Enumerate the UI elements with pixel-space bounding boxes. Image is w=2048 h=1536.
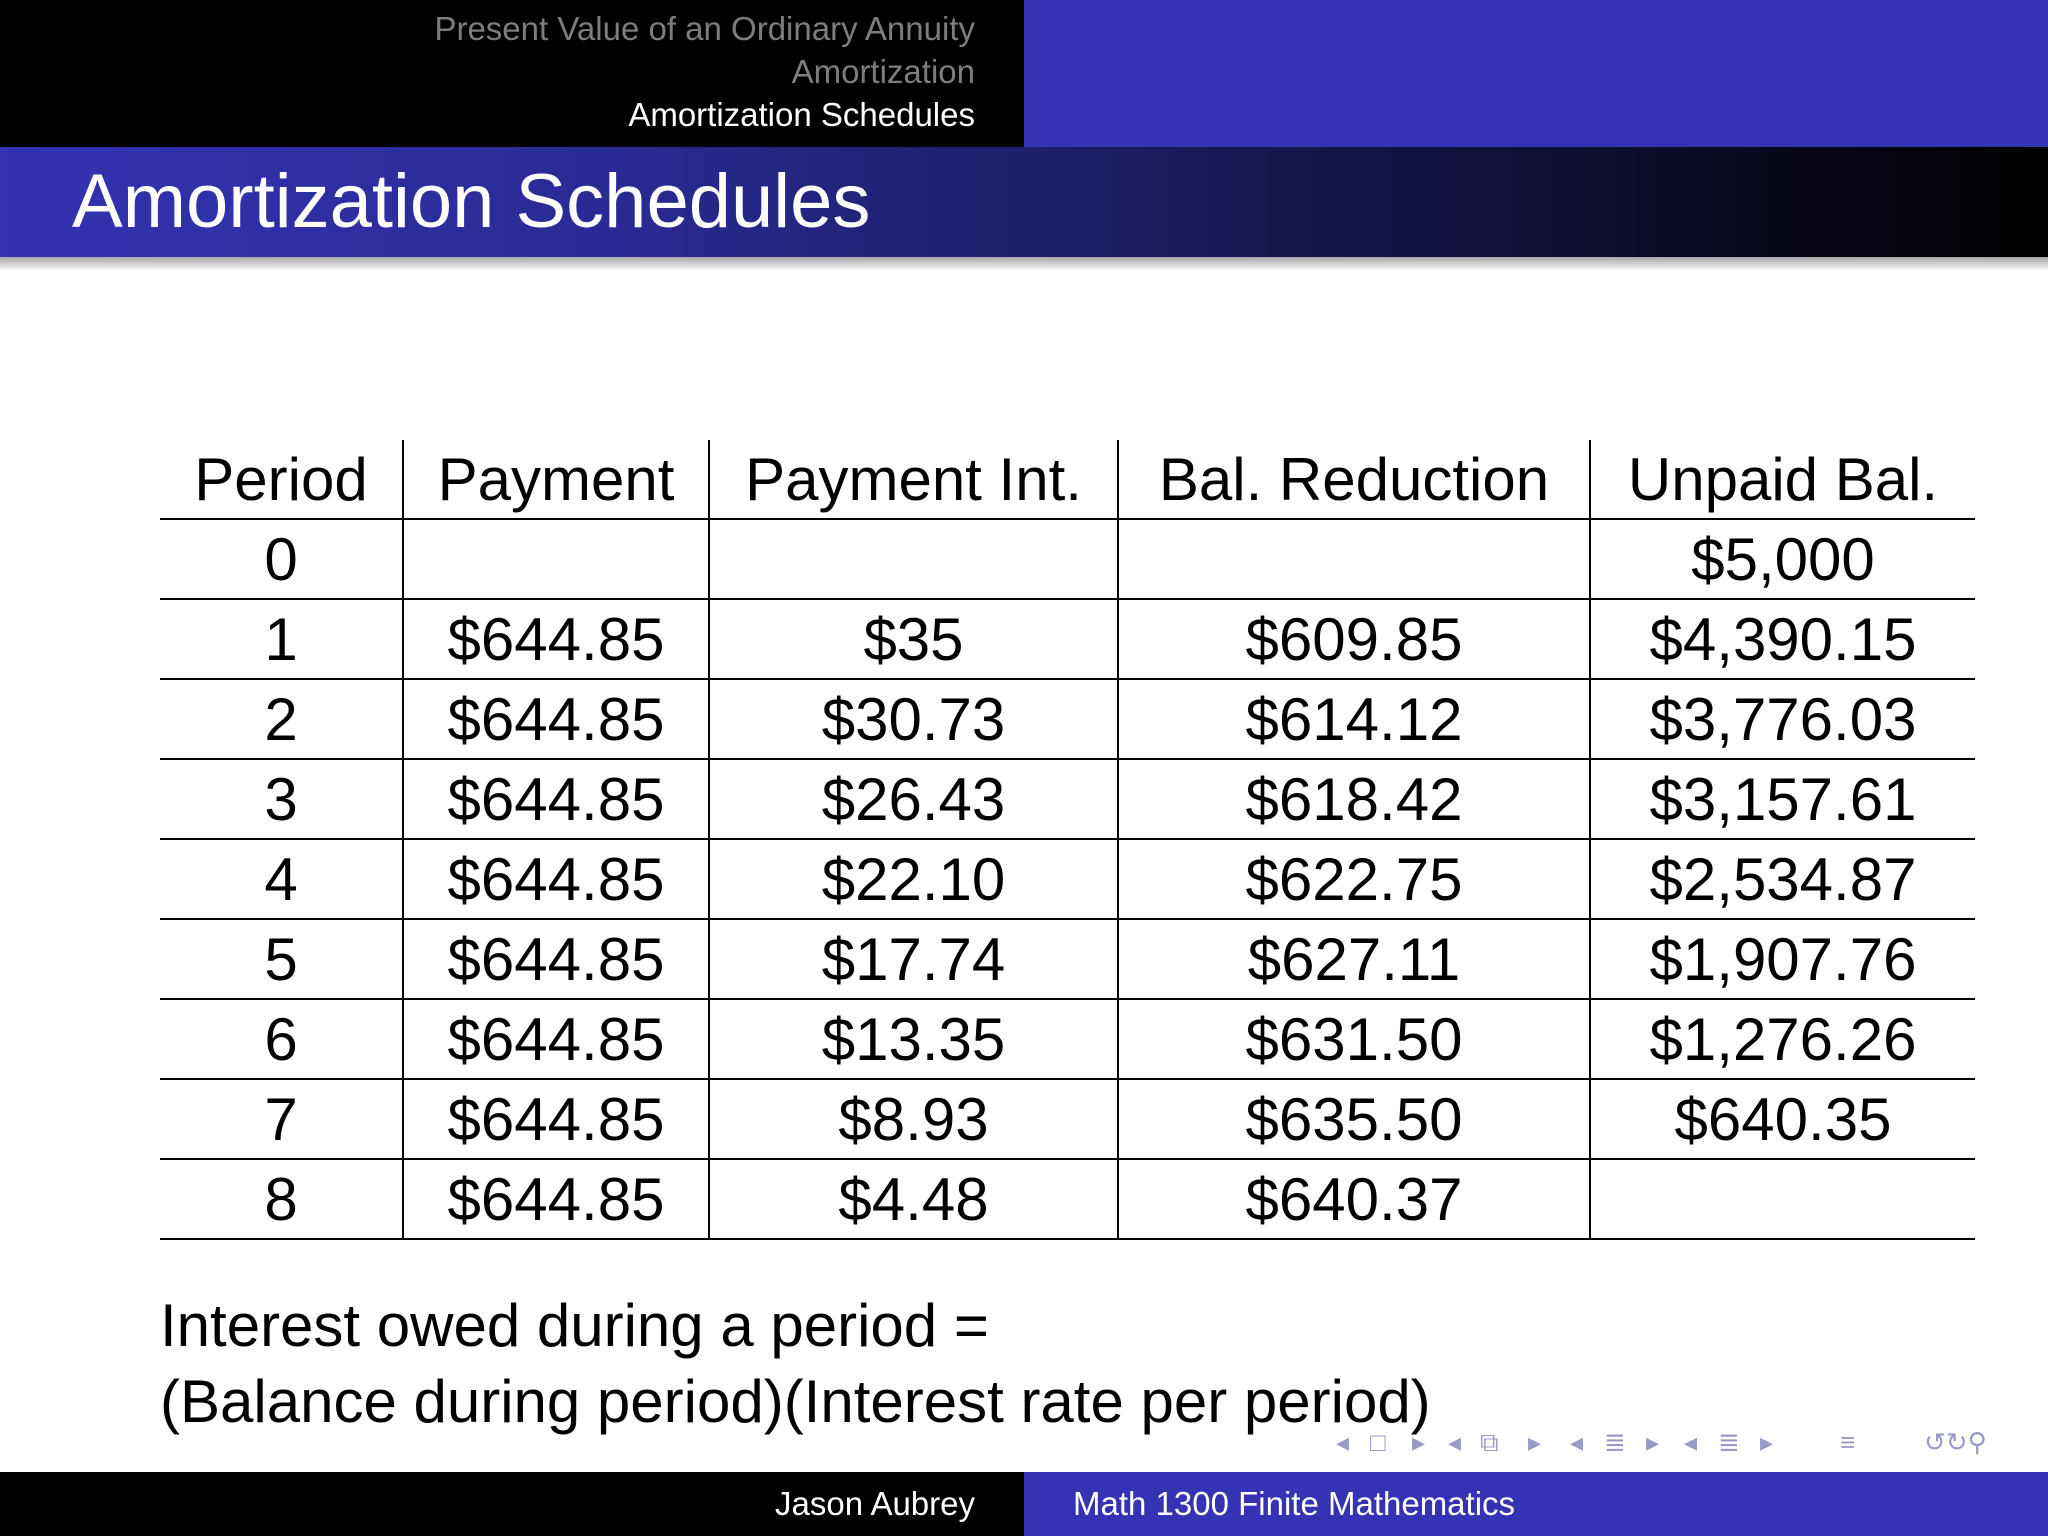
amortization-table (160, 440, 1975, 1240)
cell-balance-reduction: $635.50 (1118, 1079, 1590, 1159)
table-row (160, 1079, 1975, 1159)
cell-payment: $644.85 (403, 1079, 709, 1159)
frame-prev-arrow-icon[interactable]: ◂ (1336, 1427, 1350, 1457)
cell-payment-interest: $17.74 (709, 919, 1118, 999)
title-bar-shadow (0, 257, 2048, 271)
cell-unpaid-balance: $5,000 (1590, 519, 1975, 599)
section-icon[interactable]: ≣ (1604, 1427, 1626, 1457)
interest-formula-note (160, 1288, 1431, 1440)
back-forward-search-icon[interactable]: ↺↻⚲ (1924, 1427, 1987, 1457)
cell-balance-reduction: $631.50 (1118, 999, 1590, 1079)
column-header-balance-reduction: Bal. Reduction (1118, 440, 1590, 519)
subsection-icon[interactable]: ⧉ (1480, 1427, 1499, 1457)
cell-payment: $644.85 (403, 1159, 709, 1239)
cell-balance-reduction: $627.11 (1118, 919, 1590, 999)
column-header-unpaid-balance: Unpaid Bal. (1590, 440, 1975, 519)
table-row (160, 759, 1975, 839)
cell-unpaid-balance: $3,776.03 (1590, 679, 1975, 759)
cell-unpaid-balance: $4,390.15 (1590, 599, 1975, 679)
cell-unpaid-balance: $1,907.76 (1590, 919, 1975, 999)
column-header-period: Period (160, 440, 403, 519)
cell-payment: $644.85 (403, 759, 709, 839)
cell-period: 7 (160, 1079, 403, 1159)
column-header-payment: Payment (403, 440, 709, 519)
cell-unpaid-balance: $2,534.87 (1590, 839, 1975, 919)
cell-payment-interest: $22.10 (709, 839, 1118, 919)
cell-period: 4 (160, 839, 403, 919)
header-section-panel (0, 0, 1024, 147)
cell-payment: $644.85 (403, 679, 709, 759)
cell-payment-interest: $13.35 (709, 999, 1118, 1079)
cell-balance-reduction: $640.37 (1118, 1159, 1590, 1239)
cell-period: 1 (160, 599, 403, 679)
cell-payment-interest (709, 519, 1118, 599)
document-next-arrow-icon[interactable]: ▸ (1760, 1427, 1774, 1457)
cell-payment: $644.85 (403, 839, 709, 919)
cell-period: 6 (160, 999, 403, 1079)
note-line-1: Interest owed during a period = (160, 1292, 989, 1359)
table-row (160, 919, 1975, 999)
cell-payment: $644.85 (403, 599, 709, 679)
table-row (160, 839, 1975, 919)
table-header-row (160, 440, 1975, 519)
cell-balance-reduction: $609.85 (1118, 599, 1590, 679)
table-row (160, 519, 1975, 599)
subsection-prev-arrow-icon[interactable]: ◂ (1448, 1427, 1462, 1457)
cell-unpaid-balance: $3,157.61 (1590, 759, 1975, 839)
cell-payment-interest: $35 (709, 599, 1118, 679)
column-header-payment-interest: Payment Int. (709, 440, 1118, 519)
subsection-next-arrow-icon[interactable]: ▸ (1528, 1427, 1542, 1457)
cell-payment-interest: $4.48 (709, 1159, 1118, 1239)
table-row (160, 599, 1975, 679)
section-prev-arrow-icon[interactable]: ◂ (1570, 1427, 1584, 1457)
cell-period: 8 (160, 1159, 403, 1239)
cell-period: 3 (160, 759, 403, 839)
align-icon[interactable]: ≡ (1840, 1427, 1856, 1457)
note-line-2: (Balance during period)(Interest rate per period) (160, 1368, 1431, 1435)
cell-period: 2 (160, 679, 403, 759)
cell-balance-reduction: $614.12 (1118, 679, 1590, 759)
page-title: Amortization Schedules (72, 159, 871, 244)
footer-course: Math 1300 Finite Mathematics (1073, 1485, 1516, 1522)
nav-subsection-amortization-schedules[interactable]: Amortization Schedules (628, 96, 975, 133)
frame-icon[interactable]: □ (1370, 1427, 1386, 1457)
table-row (160, 1159, 1975, 1239)
cell-balance-reduction (1118, 519, 1590, 599)
section-next-arrow-icon[interactable]: ▸ (1646, 1427, 1660, 1457)
document-icon[interactable]: ≣ (1718, 1427, 1740, 1457)
cell-payment: $644.85 (403, 999, 709, 1079)
cell-balance-reduction: $618.42 (1118, 759, 1590, 839)
table-row (160, 999, 1975, 1079)
cell-unpaid-balance: $1,276.26 (1590, 999, 1975, 1079)
header-navigation (0, 0, 2048, 147)
cell-unpaid-balance (1590, 1159, 1975, 1239)
frame-next-arrow-icon[interactable]: ▸ (1412, 1427, 1426, 1457)
footer-course-panel (1024, 1472, 2048, 1536)
cell-payment-interest: $8.93 (709, 1079, 1118, 1159)
cell-period: 0 (160, 519, 403, 599)
cell-payment (403, 519, 709, 599)
table-row (160, 679, 1975, 759)
cell-payment-interest: $30.73 (709, 679, 1118, 759)
footer-author: Jason Aubrey (775, 1485, 975, 1522)
header-blue-panel (1024, 0, 2048, 147)
nav-section-amortization[interactable]: Amortization (791, 53, 975, 90)
footer-author-panel (0, 1472, 1024, 1536)
cell-period: 5 (160, 919, 403, 999)
beamer-navigation-symbols (1328, 1424, 2028, 1460)
cell-payment: $644.85 (403, 919, 709, 999)
document-prev-arrow-icon[interactable]: ◂ (1684, 1427, 1698, 1457)
cell-unpaid-balance: $640.35 (1590, 1079, 1975, 1159)
cell-balance-reduction: $622.75 (1118, 839, 1590, 919)
cell-payment-interest: $26.43 (709, 759, 1118, 839)
nav-section-present-value[interactable]: Present Value of an Ordinary Annuity (434, 10, 975, 47)
title-bar (0, 147, 2048, 257)
